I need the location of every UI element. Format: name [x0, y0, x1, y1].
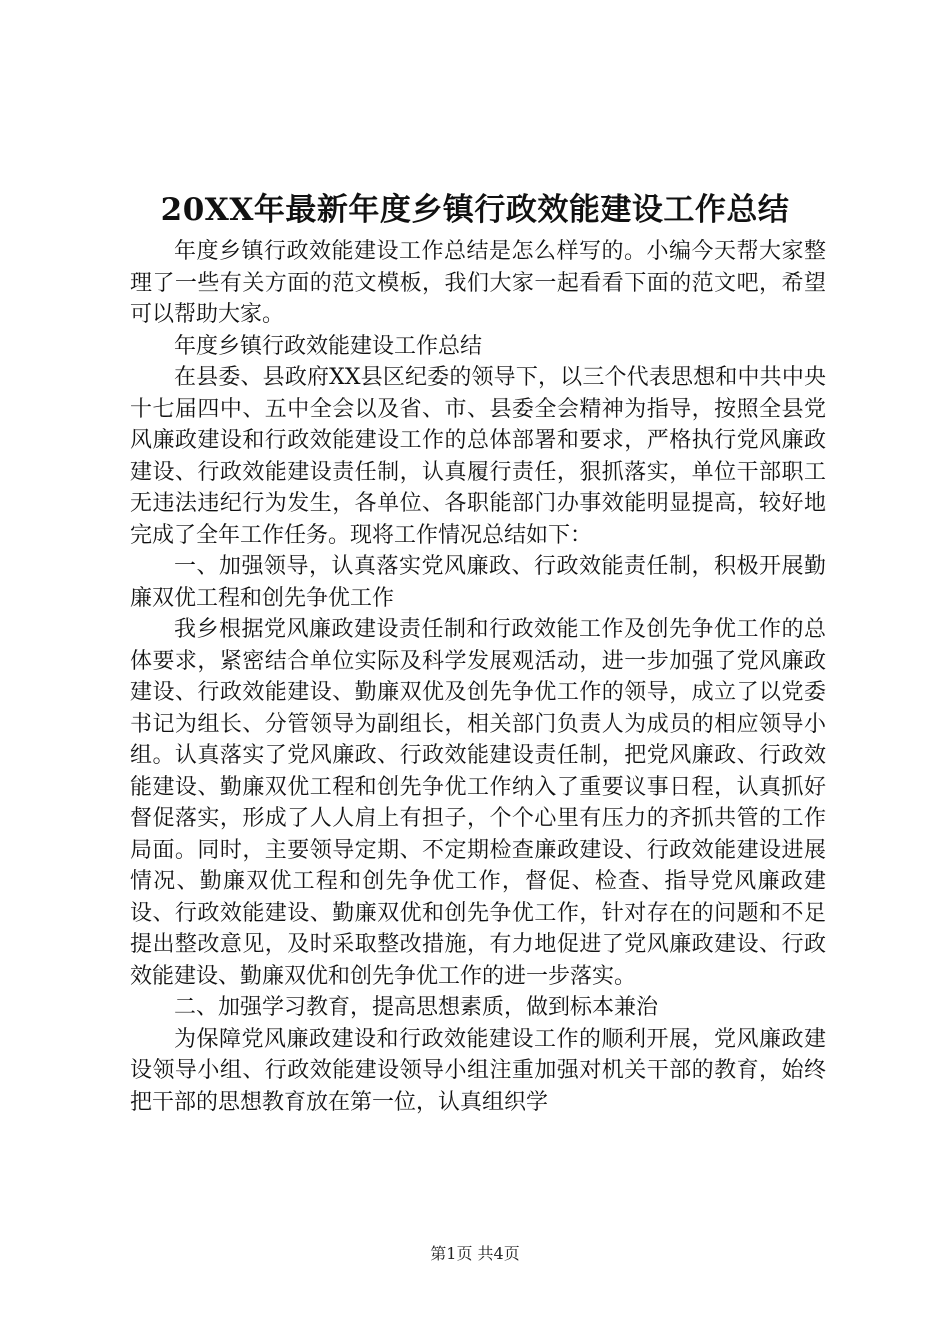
paragraph-section-1: 我乡根据党风廉政建设责任制和行政效能工作及创先争优工作的总体要求，紧密结合单位实际及科学发展观活动，进一步加强了党风廉政建设、行政效能建设、勤廉双优及创先争优工作的领导，成立了以党委书记为组长、分管领导为副组长，相关部门负责人为成员的相应领导小组。认真落实了党风廉政、行政效能建设责任制，把党风廉政、行政效能建设、勤廉双优工程和创先争优工作纳入了重要议事日程，认真抓好督促落实，形成了人人肩上有担子，个个心里有压力的齐抓共管的工作局面。同时，主要领导定期、不定期检查廉政建设、行政效能建设进展情况、勤廉双优工程和创先争优工作，督促、检查、指导党风廉政建设、行政效能建设、勤廉双优和创先争优工作，针对存在的问题和不足提出整改意见，及时采取整改措施，有力地促进了党风廉政建设、行政效能建设、勤廉双优和创先争优工作的进一步落实。 [130, 617, 826, 989]
document-title: 20XX年最新年度乡镇行政效能建设工作总结 [160, 192, 790, 228]
section-heading-2: 二、加强学习教育，提高思想素质，做到标本兼治 [174, 995, 659, 1020]
paragraph-subtitle: 年度乡镇行政效能建设工作总结 [174, 333, 483, 359]
paragraph-overview: 在县委、县政府XX县区纪委的领导下，以三个代表思想和中共中央十七届四中、五中全会以及省、市、县委全会精神为指导，按照全县党风廉政建设和行政效能建设工作的总体部署和要求，严格执行党风廉政建设、行政效能建设责任制，认真履行责任，狠抓落实，单位干部职工无违法违纪行为发生，各单位、各职能部门办事效能明显提高，较好地完成了全年工作任务。现将工作情况总结如下： [130, 365, 826, 548]
page-footer: 第1页 共4页 [430, 1244, 520, 1263]
document-body [130, 236, 826, 1118]
section-heading-1: 一、加强领导，认真落实党风廉政、行政效能责任制，积极开展勤廉双优工程和创先争优工作 [130, 554, 826, 611]
paragraph-section-2: 为保障党风廉政建设和行政效能建设工作的顺利开展，党风廉政建设领导小组、行政效能建设领导小组注重加强对机关干部的教育，始终把干部的思想教育放在第一位，认真组织学 [130, 1026, 826, 1115]
paragraph-intro: 年度乡镇行政效能建设工作总结是怎么样写的。小编今天帮大家整理了一些有关方面的范文模板，我们大家一起看看下面的范文吧，希望可以帮助大家。 [130, 239, 826, 327]
